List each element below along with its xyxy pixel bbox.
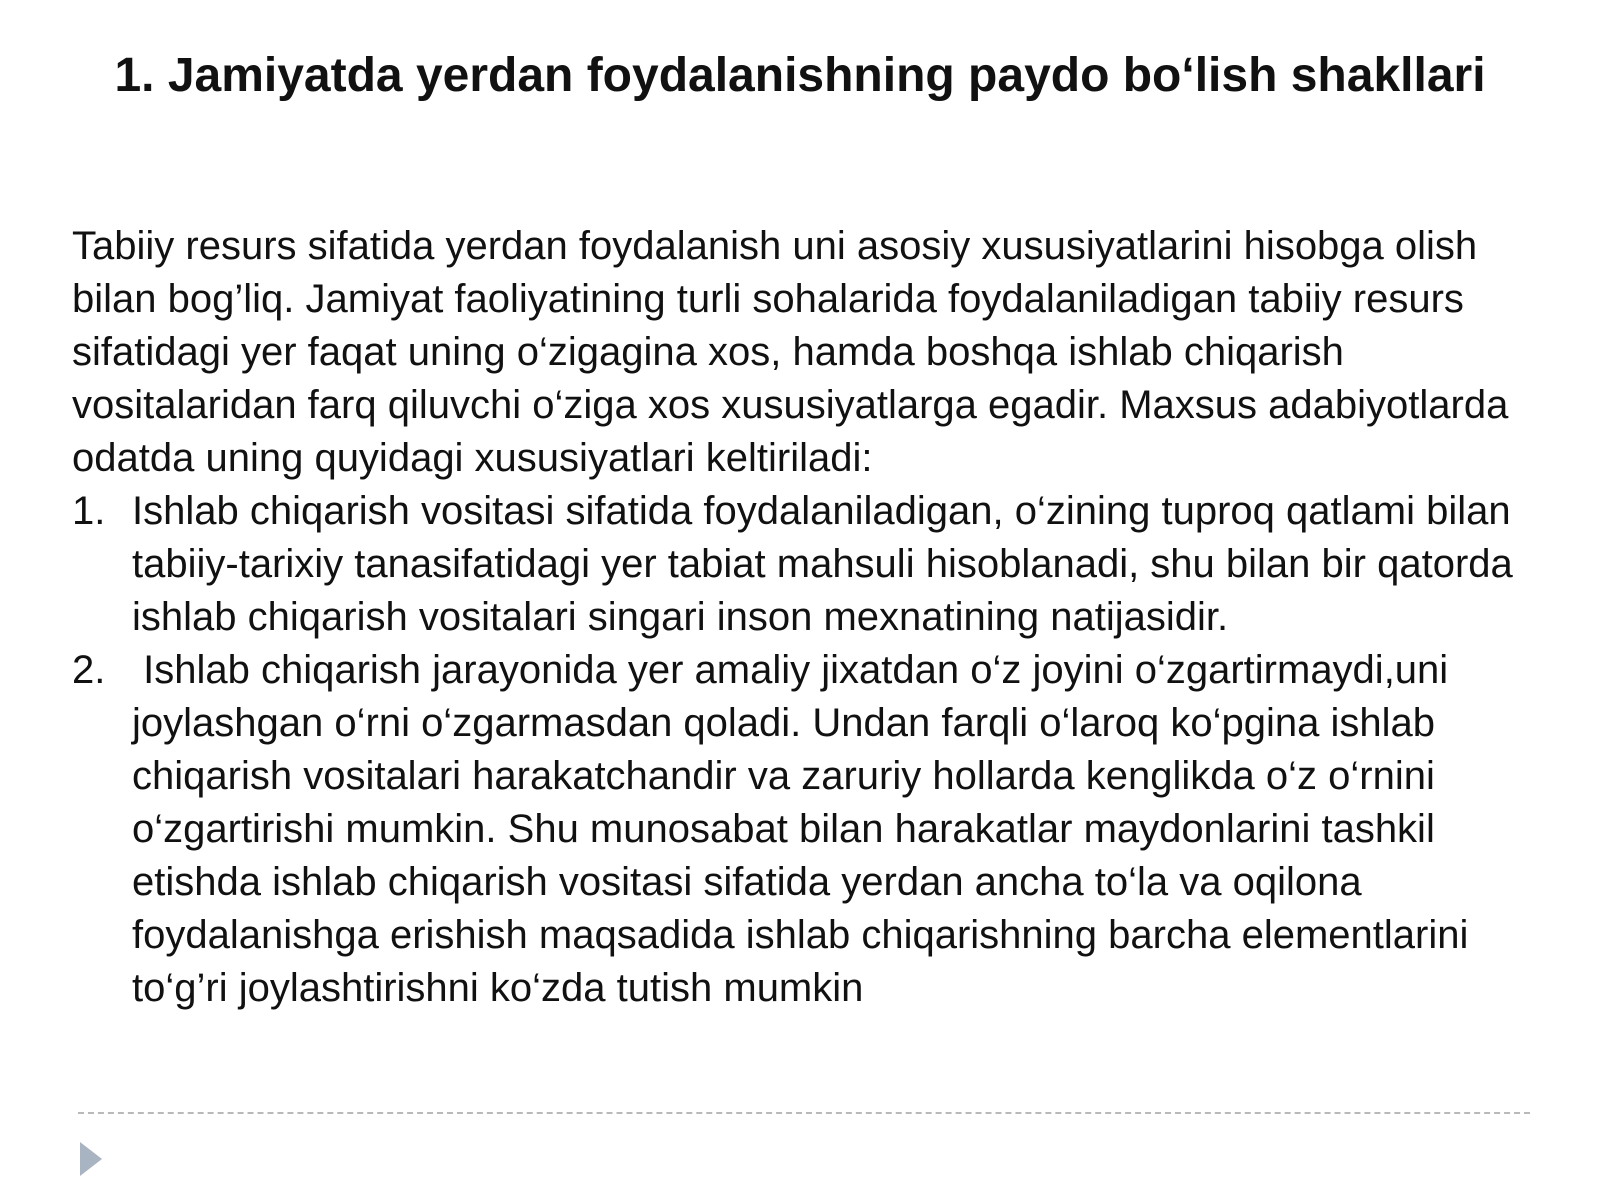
list-item-text: Ishlab chiqarish jarayonida yer amaliy jixatdan o‘z joyini o‘zgartirmaydi,uni joylashgan o‘rni o‘zgarmasdan qoladi. Undan farqli o‘laroq ko‘pgina ishlab chiqarish vositalari harakatchandir va zaruriy hollarda kenglikda o‘z o‘rnini o‘zgartirishi mumkin. Shu munosabat bilan harakatlar maydonlarini tashkil etishda ishlab chiqarish vositasi sifatida yerdan ancha to‘la va oqilona foydalanishga erishish maqsadida ishlab chiqarishning barcha elementlarini to‘g’ri joylashtirishni ko‘zda tutish mumkin	[132, 648, 1480, 1010]
intro-paragraph: Tabiiy resurs sifatida yerdan foydalanish uni asosiy xususiyatlarini hisobga olish bilan bog’liq. Jamiyat faoliyatining turli sohalarida foydalaniladigan tabiiy resurs sifatidagi yer faqat uning o‘zigagina xos, hamda boshqa ishlab chiqarish vositalaridan farq qiluvchi o‘ziga xos xususiyatlarga egadir. Maxsus adabiyotlarda odatda uning quyidagi xususiyatlari keltiriladi:	[72, 224, 1509, 480]
slide-title: 1. Jamiyatda yerdan foydalanishning paydo bo‘lish shakllari	[114, 49, 1486, 102]
footer-divider	[78, 1112, 1530, 1114]
slide-body	[72, 220, 1572, 1015]
numbered-list	[72, 485, 1572, 1015]
play-arrow-icon[interactable]	[78, 1140, 104, 1178]
list-item-number: 2.	[72, 648, 106, 692]
list-item	[72, 485, 1572, 644]
list-item-text: Ishlab chiqarish vositasi sifatida foydalaniladigan, o‘zining tuproq qatlami bilan tabiiy-tarixiy tanasifatidagi yer tabiat mahsuli hisoblanadi, shu bilan bir qatorda ishlab chiqarish vositalari singari inson mexnatining natijasidir.	[132, 489, 1513, 639]
list-item	[72, 644, 1572, 1015]
list-item-number: 1.	[72, 489, 106, 533]
